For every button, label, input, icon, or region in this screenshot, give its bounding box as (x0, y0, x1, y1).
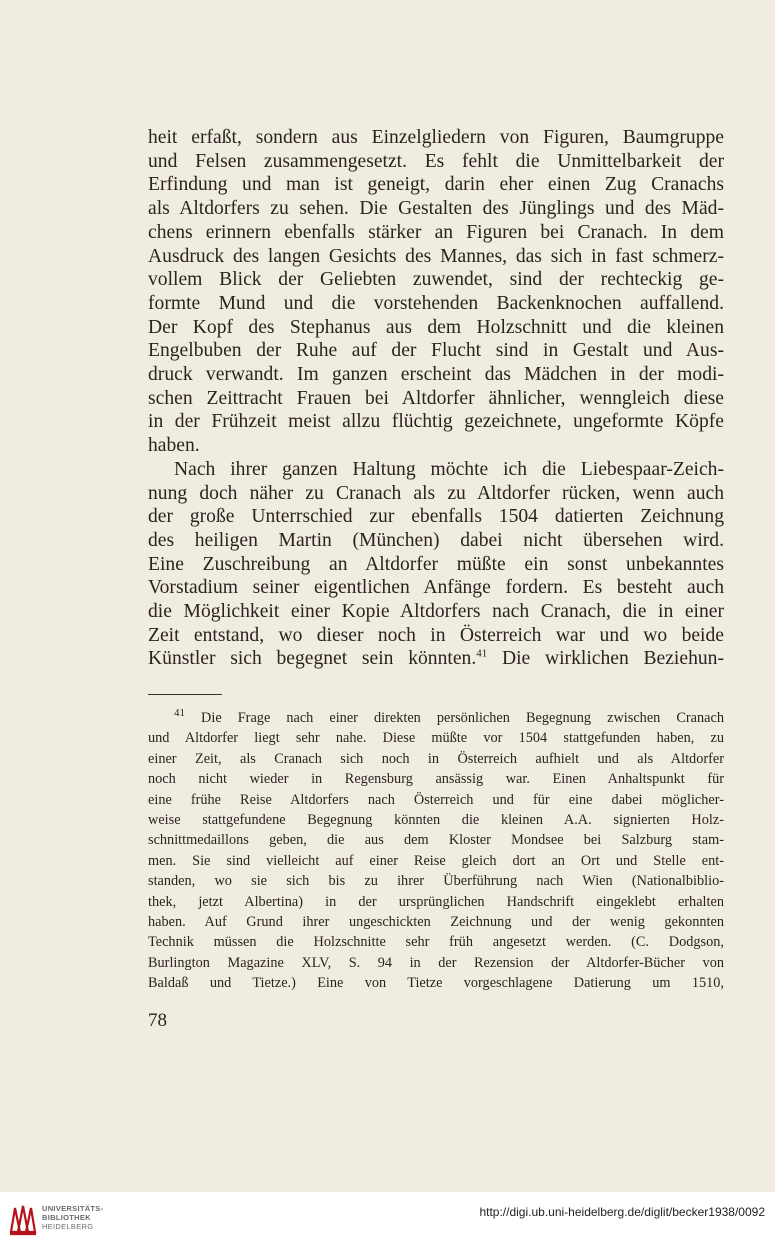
text-fragment: Die Frage nach einer direkten persönlichen Begegnung zwischen Cranach (185, 710, 724, 726)
footnote-line: schnittmedaillons geben, die aus dem Kloster Mondsee bei Salzburg stam- (148, 832, 724, 849)
footnote-line: weise stattgefundene Begegnung könnten die kleinen A.A. signierten Holz- (148, 812, 724, 829)
text-line: Erfindung und man ist geneigt, darin eher einen Zug Cranachs (148, 174, 724, 196)
footnote-line: und Altdorfer liegt sehr nahe. Diese müßte vor 1504 stattgefunden haben, zu (148, 730, 724, 747)
text-line: Engelbuben der Ruhe auf der Flucht sind in Gestalt und Aus- (148, 340, 724, 362)
footnote-line: men. Sie sind vielleicht auf einer Reise gleich dort an Ort und Stelle ent- (148, 852, 724, 869)
library-name-line: HEIDELBERG (42, 1222, 94, 1231)
text-line: formte Mund und die vorstehenden Backenknochen auffallend. (148, 292, 724, 314)
text-line: Nach ihrer ganzen Haltung möchte ich die Liebespaar-Zeich- (174, 458, 724, 480)
text-line: druck verwandt. Im ganzen erscheint das Mädchen in der modi- (148, 364, 724, 386)
library-name-line: UNIVERSITÄTS- (42, 1204, 104, 1213)
text-line: die Möglichkeit einer Kopie Altdorfers nach Cranach, die in einer (148, 601, 724, 623)
text-fragment: Künstler sich begegnet sein könnten. (148, 648, 477, 670)
footnote-number: 41 (174, 707, 185, 720)
footnote-line (148, 708, 724, 728)
text-fragment: Die wirklichen Beziehun- (487, 648, 724, 670)
text-line: vollem Blick der Geliebten zuwendet, sind der rechteckig ge- (148, 269, 724, 291)
text-line: heit erfaßt, sondern aus Einzelgliedern von Figuren, Baumgruppe (148, 127, 724, 148)
text-line: nung doch näher zu Cranach als zu Altdorfer rücken, wenn auch (148, 482, 724, 504)
text-line: Der Kopf des Stephanus aus dem Holzschnitt und die kleinen (148, 316, 724, 338)
main-text (148, 126, 724, 671)
text-line: Ausdruck des langen Gesichts des Mannes, das sich in fast schmerz- (148, 245, 724, 267)
footnote (148, 708, 724, 994)
footnote-line: standen, wo sie sich bis zu ihrer Überführung nach Wien (Nationalbiblio- (148, 873, 724, 890)
text-line: chens erinnern ebenfalls stärker an Figuren bei Cranach. In dem (148, 221, 724, 243)
footnote-line: Burlington Magazine XLV, S. 94 in der Rezension der Altdorfer-Bücher von (148, 954, 724, 971)
source-url-link[interactable]: http://digi.ub.uni-heidelberg.de/diglit/becker1938/0092 (479, 1205, 765, 1219)
library-name-line: BIBLIOTHEK (42, 1213, 91, 1222)
viewer-footer (0, 1192, 775, 1248)
footnote-line: Baldaß und Tietze.) Eine von Tietze vorgeschlagene Datierung um 1510, (148, 975, 724, 992)
footnote-divider (148, 694, 222, 695)
text-line: und Felsen zusammengesetzt. Es fehlt die Unmittelbarkeit der (148, 150, 724, 172)
footnote-line: einer Zeit, als Cranach sich noch in Österreich aufhielt und als Altdorfer (148, 750, 724, 767)
footnote-reference[interactable]: 41 (476, 647, 488, 660)
text-line: Zeit entstand, wo dieser noch in Österreich war und wo beide (148, 624, 724, 646)
text-line: schen Zeittracht Frauen bei Altdorfer ähnlicher, wenngleich diese (148, 387, 724, 409)
text-line: in der Frühzeit meist allzu flüchtig gezeichnete, ungeformte Köpfe (148, 411, 724, 433)
footnote-line: noch nicht wieder in Regensburg ansässig war. Einen Anhaltspunkt für (148, 771, 724, 788)
text-line: des heiligen Martin (München) dabei nicht übersehen wird. (148, 529, 724, 551)
text-line: der große Unterrschied zur ebenfalls 1504 datierten Zeichnung (148, 506, 724, 528)
text-line-with-footnote-ref (148, 647, 724, 671)
text-line: haben. (148, 435, 200, 457)
text-line: Eine Zuschreibung an Altdorfer müßte ein sonst unbekanntes (148, 553, 724, 575)
footnote-line: Technik müssen die Holzschnitte sehr früh angesetzt werden. (C. Dodgson, (148, 934, 724, 951)
paragraph-1 (148, 126, 724, 458)
library-name (42, 1204, 103, 1231)
footnote-line: haben. Auf Grund ihrer ungeschickten Zeichnung und der wenig gekonnten (148, 914, 724, 931)
library-logo-icon[interactable] (8, 1202, 38, 1238)
footnote-line: thek, jetzt Albertina) in der ursprünglichen Handschrift eingeklebt erhalten (148, 893, 724, 910)
paragraph-2 (148, 458, 724, 671)
page-number: 78 (148, 1010, 167, 1031)
text-line: Vorstadium seiner eigentlichen Anfänge fordern. Es besteht auch (148, 577, 724, 599)
footnote-line: eine frühe Reise Altdorfers nach Österreich und für eine dabei möglicher- (148, 791, 724, 808)
text-line: als Altdorfers zu sehen. Die Gestalten des Jünglings und des Mäd- (148, 198, 724, 220)
